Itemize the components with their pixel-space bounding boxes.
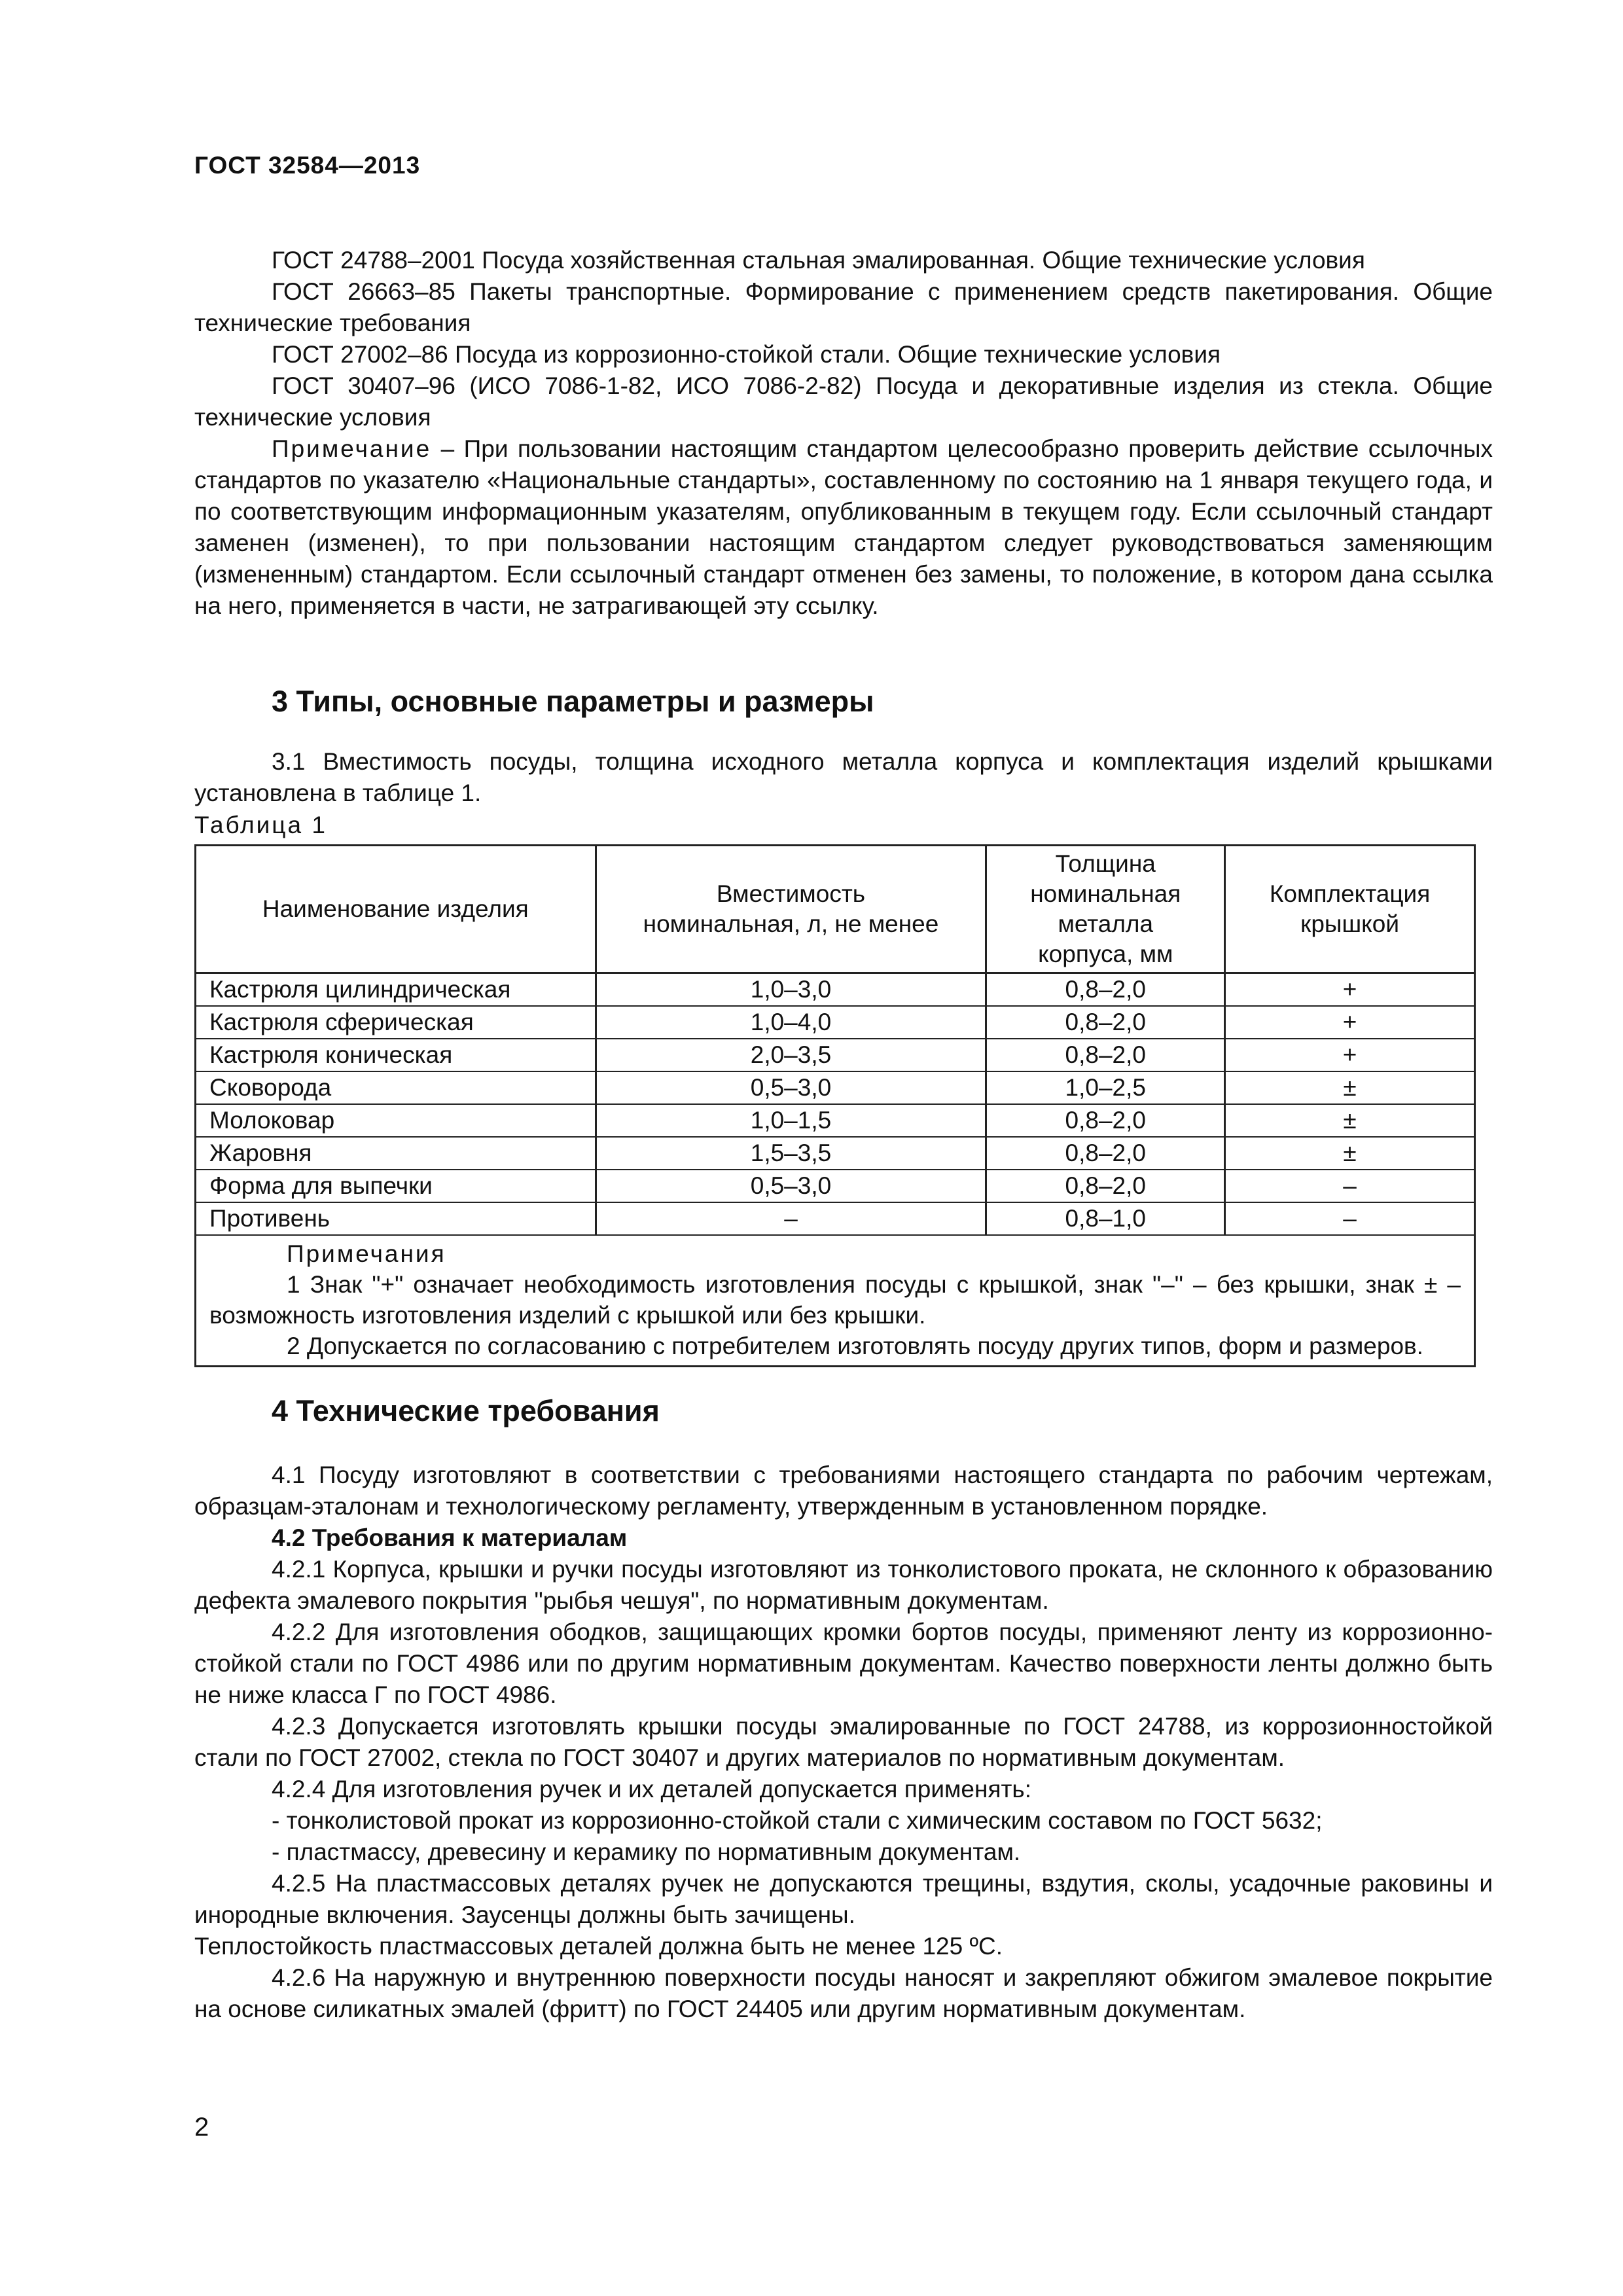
table-cell: Форма для выпечки [196, 1170, 596, 1202]
paragraph-4-2-1: 4.2.1 Корпуса, крышки и ручки посуды изготовляют из тонколистового проката, не склонного к образованию дефекта эмалевого покрытия "рыбья чешуя", по нормативным документам. [194, 1556, 1493, 1614]
table-cell: 0,5–3,0 [596, 1071, 986, 1104]
table-cell: ± [1225, 1071, 1475, 1104]
table-cell: 0,8–2,0 [986, 1137, 1225, 1170]
paragraph-3-1: 3.1 Вместимость посуды, толщина исходного металла корпуса и комплектация изделий крышками установлена в таблице 1. [194, 748, 1493, 806]
table-cell: 1,0–3,0 [596, 973, 986, 1007]
table-cell: Сковорода [196, 1071, 596, 1104]
table-cell: 1,5–3,5 [596, 1137, 986, 1170]
paragraph-4-2-5: 4.2.5 На пластмассовых деталях ручек не допускаются трещины, вздутия, сколы, усадочные раковины и инородные включения. Заусенцы должны быть зачищены. [194, 1870, 1493, 1928]
reference-item: ГОСТ 26663–85 Пакеты транспортные. Формирование с применением средств пакетирования. Общие технические требования [194, 278, 1493, 336]
list-item: - тонколистовой прокат из коррозионно-стойкой стали с химическим составом по ГОСТ 5632; [272, 1807, 1323, 1834]
header-cell: Комплектация крышкой [1225, 846, 1475, 973]
table-row [196, 1104, 1475, 1137]
table-cell: 2,0–3,5 [596, 1039, 986, 1071]
table-row [196, 1137, 1475, 1170]
normative-references [194, 245, 1493, 622]
section-3-heading: 3 Типы, основные параметры и размеры [272, 685, 874, 718]
paragraph-4-2-4: 4.2.4 Для изготовления ручек и их деталей допускается применять: [272, 1776, 1031, 1803]
table-cell: Молоковар [196, 1104, 596, 1137]
section-4-body [194, 1460, 1493, 2025]
table-row [196, 1039, 1475, 1071]
header-cell: Наименование изделия [196, 846, 596, 973]
table-row [196, 1071, 1475, 1104]
table-header-row [196, 846, 1475, 973]
section-4-heading: 4 Технические требования [272, 1394, 660, 1427]
subsection-4-2-heading: 4.2 Требования к материалам [272, 1524, 628, 1551]
table-cell: Кастрюля коническая [196, 1039, 596, 1071]
table-cell: 0,8–2,0 [986, 1006, 1225, 1039]
header-cell: Вместимость номинальная, л, не менее [596, 846, 986, 973]
paragraph-4-1: 4.1 Посуду изготовляют в соответствии с требованиями настоящего стандарта по рабочим чертежам, образцам-эталонам и технологическому регламенту, утвержденным в установленном порядке. [194, 1462, 1493, 1520]
table-cell: 0,5–3,0 [596, 1170, 986, 1202]
table-notes [196, 1235, 1475, 1367]
table-cell: 1,0–1,5 [596, 1104, 986, 1137]
table-cell: 0,8–2,0 [986, 1039, 1225, 1071]
table-caption: Таблица 1 [194, 812, 327, 838]
table-1 [194, 844, 1476, 1367]
reference-item: ГОСТ 30407–96 (ИСО 7086-1-82, ИСО 7086-2-82) Посуда и декоративные изделия из стекла. Общие технические условия [194, 372, 1493, 431]
table-cell: 1,0–4,0 [596, 1006, 986, 1039]
document-header: ГОСТ 32584—2013 [194, 152, 421, 179]
notes-title: Примечания [287, 1240, 446, 1267]
section-3-body [194, 746, 1493, 809]
page-number: 2 [194, 2113, 209, 2142]
paragraph-4-2-3: 4.2.3 Допускается изготовлять крышки посуды эмалированные по ГОСТ 24788, из коррозионностойкой стали по ГОСТ 27002, стекла по ГОСТ 30407 и других материалов по нормативным документам. [194, 1713, 1493, 1771]
table-cell: + [1225, 1006, 1475, 1039]
header-cell: Толщина номинальная металла корпуса, мм [986, 846, 1225, 973]
table-cell: Противень [196, 1202, 596, 1235]
table-cell: + [1225, 1039, 1475, 1071]
table-cell: ± [1225, 1137, 1475, 1170]
table-cell: – [596, 1202, 986, 1235]
list-item: - пластмассу, древесину и керамику по нормативным документам. [272, 1839, 1021, 1865]
reference-note [194, 433, 1493, 622]
table-row [196, 1170, 1475, 1202]
table-cell: 0,8–2,0 [986, 1104, 1225, 1137]
table-note: 1 Знак "+" означает необходимость изготовления посуды с крышкой, знак "–" – без крышки, знак ± – возможность изготовления изделий с крышкой или без крышки. [209, 1271, 1461, 1329]
table-cell: 0,8–2,0 [986, 1170, 1225, 1202]
table-row [196, 973, 1475, 1007]
table-note: 2 Допускается по согласованию с потребителем изготовлять посуду других типов, форм и размеров. [287, 1333, 1423, 1359]
table-cell: 0,8–1,0 [986, 1202, 1225, 1235]
paragraph-4-2-2: 4.2.2 Для изготовления ободков, защищающих кромки бортов посуды, применяют ленту из коррозионно-стойкой стали по ГОСТ 4986 или по другим нормативным документам. Качество поверхности ленты должно быть не ниже класса Г по ГОСТ 4986. [194, 1619, 1493, 1708]
table-row [196, 1006, 1475, 1039]
table-cell: 0,8–2,0 [986, 973, 1225, 1007]
table-notes-row [196, 1235, 1475, 1367]
note-text: – При пользовании настоящим стандартом целесообразно проверить действие ссылочных стандартов по указателю «Национальные стандарты», составленному по состоянию на 1 января текущего года, и по соответствующим информационным указателям, опубликованным в текущем году. Если ссылочный стандарт заменен (изменен), то при пользовании настоящим стандартом следует руководствоваться заменяющим (измененным) стандартом. Если ссылочный стандарт отменен без замены, то положение, в котором дана ссылка на него, применяется в части, не затрагивающей эту ссылку. [194, 435, 1493, 619]
table-cell: Кастрюля сферическая [196, 1006, 596, 1039]
table-cell: + [1225, 973, 1475, 1007]
reference-item: ГОСТ 27002–86 Посуда из коррозионно-стойкой стали. Общие технические условия [272, 341, 1221, 368]
table-cell: Жаровня [196, 1137, 596, 1170]
table-row [196, 1202, 1475, 1235]
table-cell: – [1225, 1202, 1475, 1235]
table-cell: Кастрюля цилиндрическая [196, 973, 596, 1007]
paragraph-4-2-5-continued: Теплостойкость пластмассовых деталей должна быть не менее 125 ºС. [194, 1933, 1003, 1960]
table-cell: ± [1225, 1104, 1475, 1137]
reference-item: ГОСТ 24788–2001 Посуда хозяйственная стальная эмалированная. Общие технические условия [272, 247, 1365, 274]
paragraph-4-2-6: 4.2.6 На наружную и внутреннюю поверхности посуды наносят и закрепляют обжигом эмалевое покрытие на основе силикатных эмалей (фритт) по ГОСТ 24405 или другим нормативным документам. [194, 1964, 1493, 2022]
table-cell: 1,0–2,5 [986, 1071, 1225, 1104]
table-cell: – [1225, 1170, 1475, 1202]
note-label: Примечание [272, 435, 432, 462]
